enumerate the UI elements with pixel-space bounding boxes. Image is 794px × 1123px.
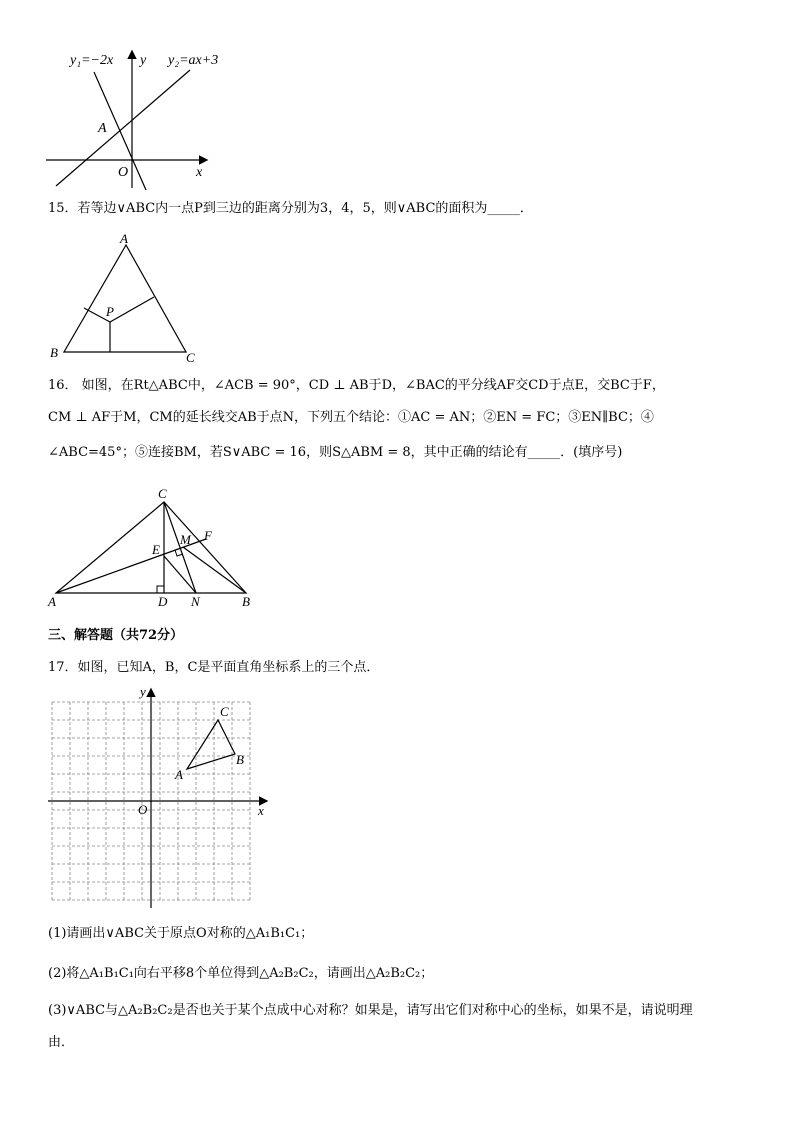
q17-part1: (1)请画出∨ABC关于原点O对称的△A₁B₁C₁； <box>48 926 314 941</box>
q17-part3-line2: 由． <box>48 1035 75 1050</box>
label-b: B <box>236 752 244 767</box>
q15-text: 15．若等边∨ABC内一点P到三边的距离分别为3，4，5，则∨ABC的面积为_____． <box>48 201 533 216</box>
q16-line2: CM ⊥ AF于M，CM的延长线交AB于点N，下列五个结论：①AC = AN；②EN = FC；③EN∥BC；④ <box>48 410 654 425</box>
q17-stem: 17．如图，已知A，B，C是平面直角坐标系上的三个点． <box>48 660 380 675</box>
label-a: A <box>120 231 128 246</box>
label-a: A <box>48 594 56 609</box>
label-point-a: A <box>98 121 107 136</box>
label-b: B <box>242 594 250 609</box>
label-e: E <box>152 542 160 557</box>
label-x: x <box>196 165 203 180</box>
q16-figure <box>44 482 264 612</box>
triangle-abc <box>56 502 246 593</box>
section-title: 三、解答题（共72分） <box>48 628 184 643</box>
label-c: C <box>186 350 195 365</box>
label-c: C <box>158 486 167 501</box>
label-a: A <box>175 767 183 782</box>
triangle-abc <box>187 720 235 769</box>
label-y: y <box>140 53 147 68</box>
label-d: D <box>158 594 168 609</box>
label-m: M <box>180 532 191 547</box>
label-x: x <box>258 803 264 818</box>
q17-part3-line1: (3)∨ABC与△A₂B₂C₂是否也关于某个点成中心对称？如果是，请写出它们对称中心的坐标，如果不是，请说明理 <box>48 1003 693 1018</box>
label-y2: y₂=ax+3 <box>168 53 219 68</box>
label-y1: y₁=−2x <box>70 53 114 68</box>
q17-grid-figure <box>44 684 274 914</box>
label-o: O <box>138 802 148 817</box>
label-b: B <box>50 345 58 360</box>
label-c: C <box>220 704 229 719</box>
q16-line1: 16． 如图，在Rt△ABC中，∠ACB = 90°，CD ⊥ AB于D，∠BAC的平分线AF交CD于点E，交BC于F， <box>48 378 665 393</box>
label-y: y <box>140 684 146 699</box>
triangle-abc <box>64 245 186 352</box>
q16-line3: ∠ABC=45°；⑤连接BM，若S∨ABC = 16，则S△ABM = 8，其中正确的结论有_____．(填序号) <box>48 445 623 460</box>
label-p: P <box>106 304 114 319</box>
q14-figure <box>40 42 240 192</box>
q15-figure <box>44 230 214 365</box>
q17-part2: (2)将△A₁B₁C₁向右平移8个单位得到△A₂B₂C₂，请画出△A₂B₂C₂； <box>48 966 434 981</box>
label-origin: O <box>118 165 129 180</box>
label-n: N <box>191 594 200 609</box>
label-f: F <box>204 528 212 543</box>
